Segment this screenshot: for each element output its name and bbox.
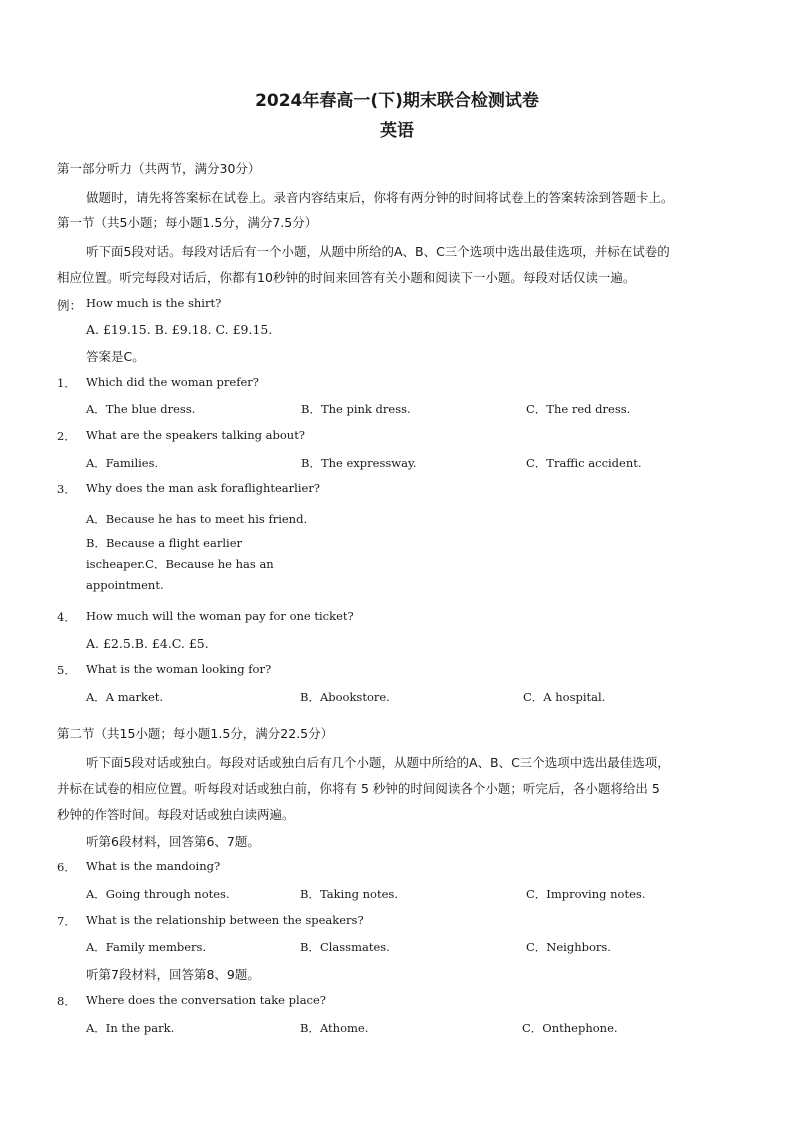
exam-subject: 英语 — [380, 121, 414, 141]
question-text: What are the speakers talking about? — [86, 428, 305, 442]
example-answer: 答案是C。 — [86, 349, 145, 364]
section1-instruction-1: 听下面5段对话。每段对话后有一个小题，从题中所给的A、B、C三个选项中选出最佳选项，并标在试卷的 — [86, 244, 670, 259]
option-a: A．Going through notes. — [86, 887, 230, 901]
question-number: 1． — [57, 376, 76, 390]
option-b: B．Athome. — [300, 1021, 369, 1035]
question-number: 4． — [57, 610, 76, 624]
example-options: A. £19.15. B. £9.18. C. £9.15. — [86, 322, 273, 337]
option-a: A．A market. — [86, 690, 164, 704]
option-b: B．Abookstore. — [300, 690, 390, 704]
option-b: B．The expressway. — [301, 456, 417, 470]
question-number: 2． — [57, 429, 76, 443]
option-b: B．Taking notes. — [300, 887, 398, 901]
question-number: 6． — [57, 860, 76, 874]
part1-heading: 第一部分听力（共两节，满分30分） — [57, 161, 261, 176]
question-number: 8． — [57, 994, 76, 1008]
section1-heading: 第一节（共5小题；每小题1.5分，满分7.5分） — [57, 215, 318, 230]
option-a: A．Because he has to meet his friend. — [86, 512, 308, 526]
section1-instruction-2: 相应位置。听完每段对话后，你都有10秒钟的时间来回答有关小题和阅读下一小题。每段对话仅读一遍。 — [57, 270, 636, 285]
option-b-c: B．Because a flight earlier ischeaper.C．Because he has an appointment. — [86, 536, 274, 592]
question-number: 5． — [57, 663, 76, 677]
option-a: A．Families. — [86, 456, 159, 470]
option-a: A．In the park. — [86, 1021, 175, 1035]
option-a: A．Family members. — [86, 940, 207, 954]
question-text: Which did the woman prefer? — [86, 375, 259, 389]
question-text: Where does the conversation take place? — [86, 993, 326, 1007]
section2-instruction-3: 秒钟的作答时间。每段对话或独白读两遍。 — [57, 807, 295, 822]
question-text: What is the mandoing? — [86, 859, 221, 873]
material-6-instruction: 听第6段材料，回答第6、7题。 — [86, 834, 260, 849]
option-c: C．Improving notes. — [526, 887, 646, 901]
option-b: B．Classmates. — [300, 940, 390, 954]
option-a: A．The blue dress. — [86, 402, 196, 416]
option-c: C．Neighbors. — [526, 940, 611, 954]
option-c: C．A hospital. — [523, 690, 606, 704]
option-b: B．The pink dress. — [301, 402, 411, 416]
question-text: What is the relationship between the speakers? — [86, 913, 364, 927]
material-7-instruction: 听第7段材料，回答第8、9题。 — [86, 967, 260, 982]
question-text: What is the woman looking for? — [86, 662, 272, 676]
example-label: 例： — [57, 298, 83, 313]
question-number: 3． — [57, 482, 76, 496]
part1-instruction: 做题时，请先将答案标在试卷上。录音内容结束后，你将有两分钟的时间将试卷上的答案转涂到答题卡上。 — [86, 190, 674, 205]
option-a-b-c: A. £2.5.B. £4.C. £5. — [86, 636, 209, 651]
exam-title: 2024年春高一(下)期末联合检测试卷 — [255, 91, 539, 111]
question-number: 7． — [57, 914, 76, 928]
section2-heading: 第二节（共15小题；每小题1.5分，满分22.5分） — [57, 726, 334, 741]
option-c: C．Onthephone. — [522, 1021, 618, 1035]
section2-instruction-1: 听下面5段对话或独白。每段对话或独白后有几个小题，从题中所给的A、B、C三个选项中选出最佳选项， — [86, 755, 670, 770]
option-c: C．Traffic accident. — [526, 456, 642, 470]
question-text: How much will the woman pay for one ticket? — [86, 609, 354, 623]
option-c: C．The red dress. — [526, 402, 631, 416]
example-question: How much is the shirt? — [86, 296, 222, 310]
section2-instruction-2: 并标在试卷的相应位置。听每段对话或独白前，你将有 5 秒钟的时间阅读各个小题；听完后，各小题将给出 5 — [57, 781, 660, 796]
question-text: Why does the man ask foraflightearlier? — [86, 481, 320, 495]
